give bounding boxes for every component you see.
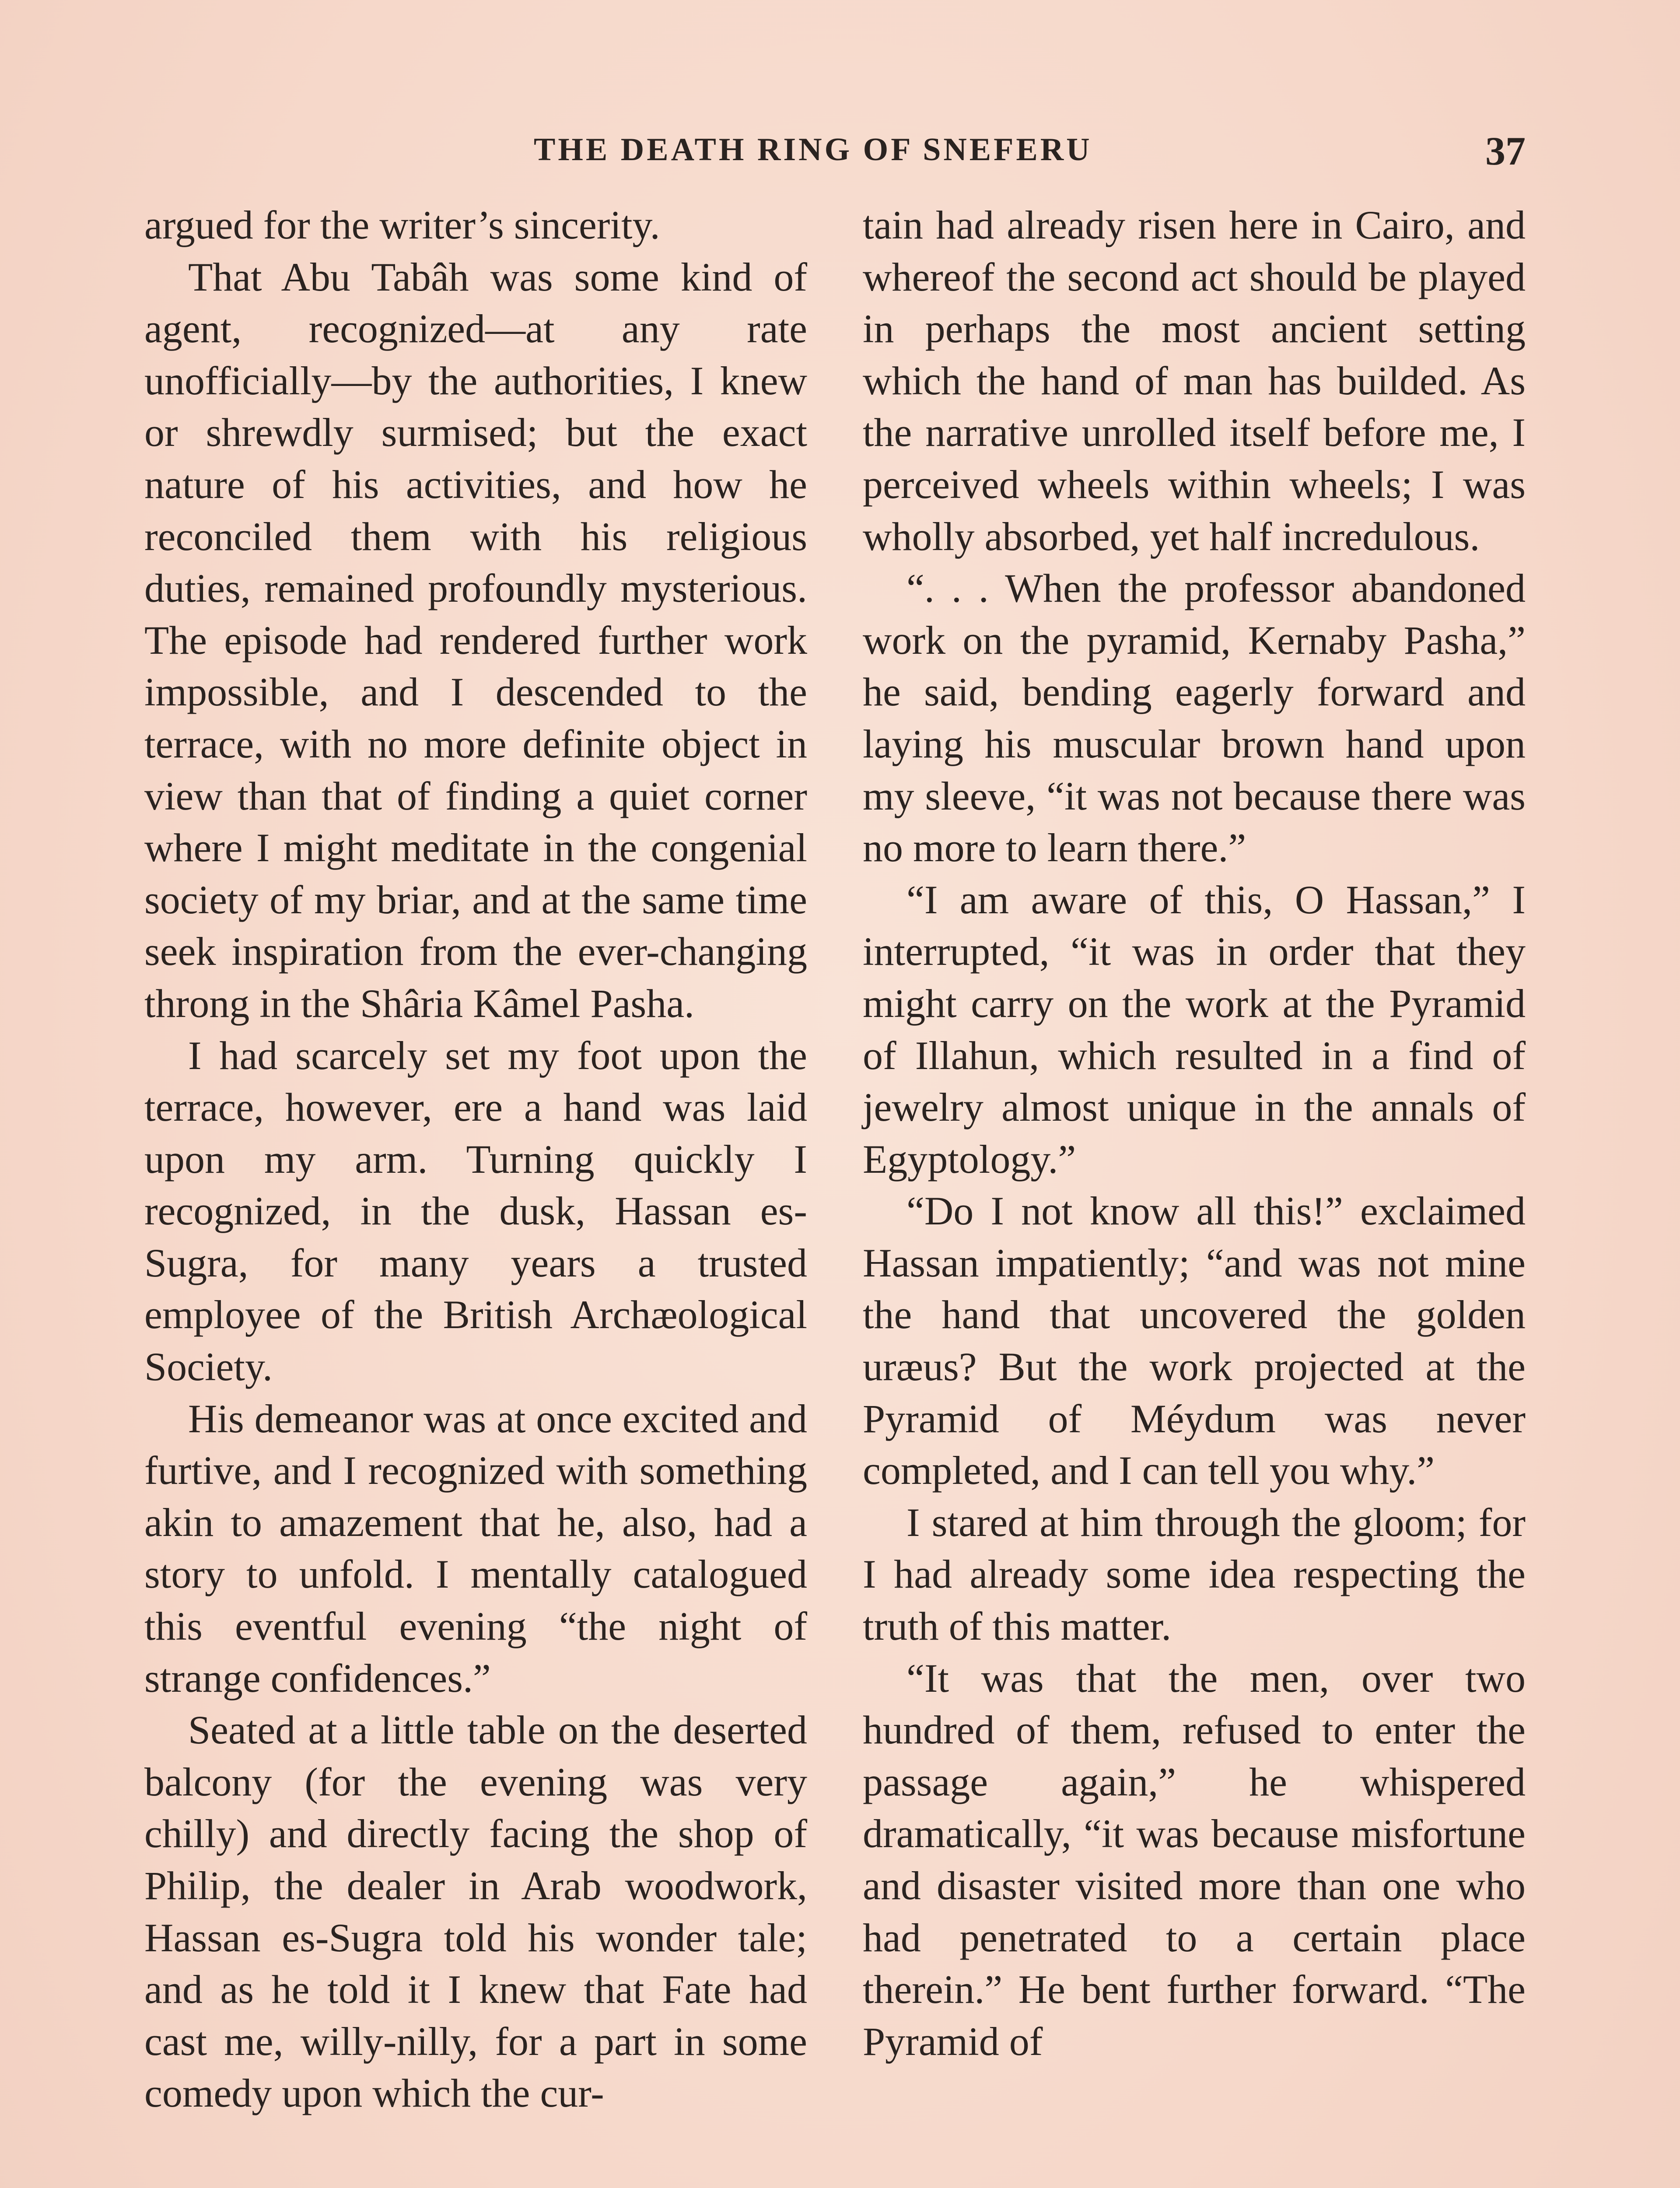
paragraph: “I am aware of this, O Hassan,” I interrupted, “it was in order that they might carry on the work at the Pyramid of Illahun, which resulted in a find of jewelry almost unique in the annals of Egyptology.” bbox=[863, 877, 1526, 1182]
paragraph: “. . . When the professor abandoned work on the pyramid, Kernaby Pasha,” he said, bending eagerly forward and laying his muscular brown hand upon my sleeve, “it was not because there was no more to learn there.” bbox=[863, 566, 1526, 870]
paragraph: argued for the writer’s sincerity. bbox=[144, 203, 660, 247]
paragraph: His demeanor was at once excited and furtive, and I recognized with something akin to amazement that he, also, had a story to unfold. I mentally catalogued this eventful evening “the night of strange confidences.” bbox=[144, 1396, 807, 1701]
page-number: 37 bbox=[1485, 129, 1526, 173]
running-head: THE DEATH RING OF SNEFERU bbox=[534, 132, 1092, 168]
paragraph: I stared at him through the gloom; for I had already some idea respecting the truth of this matter. bbox=[863, 1500, 1526, 1649]
paragraph: That Abu Tabâh was some kind of agent, recognized—at any rate unofficially—by the authorities, I knew or shrewdly surmised; but the exact nature of his activities, and how he reconciled them with his religious duties, remained profoundly mysterious. The episode had rendered further work impossible, and I descended to the terrace, with no more definite object in view than that of finding a quiet corner where I might meditate in the congenial society of my briar, and at the same time seek inspiration from the ever-changing throng in the Shâria Kâmel Pasha. bbox=[144, 254, 807, 1026]
paragraph: “Do I not know all this!” exclaimed Hassan impatiently; “and was not mine the hand that uncovered the golden uræus? But the work projected at the Pyramid of Méydum was never completed, and I can tell you why.” bbox=[863, 1189, 1526, 1493]
right-column bbox=[863, 199, 1526, 2067]
paragraph: “It was that the men, over two hundred of them, refused to enter the passage again,” he whispered dramatically, “it was because misfortune and disaster visited more than one who had penetrated to a certain place therein.” He bent further forward. “The Pyramid of bbox=[863, 1655, 1526, 2064]
paragraph: tain had already risen here in Cairo, and whereof the second act should be played in perhaps the most ancient setting which the hand of man has builded. As the narrative unrolled itself before me, I perceived wheels within wheels; I was wholly absorbed, yet half incredulous. bbox=[863, 203, 1526, 559]
left-column bbox=[144, 199, 807, 2119]
paragraph: Seated at a little table on the deserted balcony (for the evening was very chilly) and directly facing the shop of Philip, the dealer in Arab woodwork, Hassan es-Sugra told his wonder tale; and as he told it I knew that Fate had cast me, willy-nilly, for a part in some comedy upon which the cur- bbox=[144, 1708, 807, 2116]
paragraph: I had scarcely set my foot upon the terrace, however, ere a hand was laid upon my arm. Turning quickly I recognized, in the dusk, Hassan es-Sugra, for many years a trusted employee of the British Archæological Society. bbox=[144, 1033, 807, 1389]
